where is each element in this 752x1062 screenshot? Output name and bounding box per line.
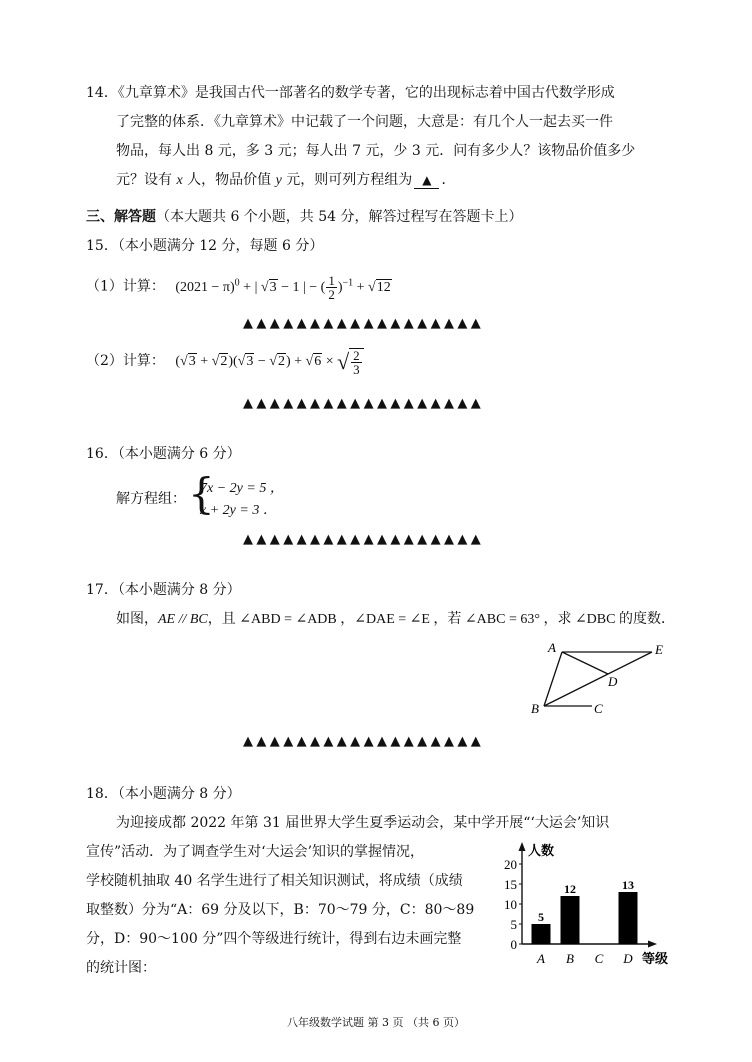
q18-line-2: 宣传”活动．为了调查学生对‘大运会’知识的掌握情况，	[86, 844, 425, 860]
q15-p1-expression: $(2021 - \pi)^0$ + | √3 − 1 | − ( $\frac{1}{2}$ )$^{-1}$ + √12	[175, 272, 391, 302]
q16-system	[116, 469, 336, 520]
bar-data-label: 12	[564, 882, 576, 896]
q15-header: 15．（本小题满分 12 分，每题 6 分）	[86, 238, 324, 254]
bar-a	[532, 924, 551, 944]
q18-bar-chart	[498, 838, 678, 970]
answer-area-triangles: ▲▲▲▲▲▲▲▲▲▲▲▲▲▲▲▲▲▲	[243, 734, 485, 749]
q18-line-4: 取整数）分为“A：69 分及以下，B：70～79 分，C：80～89	[86, 902, 475, 918]
q15-p2-label: （2）计算：	[86, 353, 165, 370]
bar-b	[561, 896, 580, 944]
expr-part: − 1 | − (	[277, 279, 326, 295]
y-tick-label: 0	[510, 937, 517, 952]
q15-part-2	[86, 348, 364, 376]
q14-line-2: 了完整的体系．《九章算术》中记载了一个问题，大意是：有几个人一起去买一件	[116, 114, 613, 130]
answer-blank	[414, 172, 439, 189]
expr-part: )(	[228, 354, 238, 370]
x-category-label: C	[594, 951, 604, 966]
expr-part: + |	[239, 279, 261, 295]
equation-system	[188, 469, 328, 520]
q18-line-3: 学校随机抽取 40 名学生进行了相关知识测试，将成绩（成绩	[86, 873, 463, 889]
label-c: C	[594, 701, 603, 716]
radicand: 3	[188, 354, 196, 370]
numerator: 2	[353, 348, 360, 363]
var-y: y	[275, 173, 282, 188]
numerator: 1	[328, 272, 335, 288]
q17-header: 17．（本小题满分 8 分）	[86, 582, 241, 598]
q14-line-4	[116, 170, 455, 191]
q15-p1-label: （1）计算：	[86, 278, 165, 295]
radicand: 12	[376, 279, 391, 295]
expr-part: +	[196, 354, 212, 370]
expr-part: (2021 − π)	[175, 279, 235, 295]
page-footer: 八年级数学试题 第 3 页 （共 6 页）	[287, 1016, 465, 1029]
q18-line-1: 为迎接成都 2022 年第 31 届世界大学生夏季运动会，某中学开展“‘大运会’知识	[116, 815, 610, 831]
label-d: D	[608, 674, 618, 689]
q17-geometry-figure	[524, 636, 674, 720]
q17-parallel: AE // BC	[158, 612, 208, 627]
segment-be	[544, 652, 652, 706]
answer-area-triangles: ▲▲▲▲▲▲▲▲▲▲▲▲▲▲▲▲▲▲	[243, 532, 485, 547]
segment-ad	[562, 652, 608, 674]
bar-d	[619, 892, 638, 944]
y-axis-label: 人数	[528, 843, 555, 858]
answer-area-triangles: ▲▲▲▲▲▲▲▲▲▲▲▲▲▲▲▲▲▲	[243, 396, 485, 411]
q18-line-5: 分，D：90～100 分”四个等级进行统计，得到右边未画完整	[86, 931, 462, 947]
q14-text: ．	[441, 172, 456, 188]
bar-data-label: 5	[538, 910, 544, 924]
x-axis-label: 等级	[642, 951, 669, 966]
fraction	[351, 349, 362, 376]
q14-text: 元？设有	[116, 172, 177, 188]
var-x: x	[176, 173, 183, 188]
q16-header: 16．（本小题满分 6 分）	[86, 446, 241, 462]
exponent: −1	[342, 277, 354, 288]
x-category-label: A	[537, 951, 545, 966]
y-tick-label: 5	[510, 917, 517, 932]
x-category-label: D	[623, 951, 633, 966]
brace-icon: {	[188, 469, 215, 518]
label-e: E	[655, 642, 663, 657]
y-tick-label: 15	[504, 877, 517, 892]
bar-data-label: 13	[622, 878, 634, 892]
q14-text: 元，则可列方程组为	[281, 172, 413, 188]
q17-text	[116, 609, 675, 630]
section3-note: （本大题共 6 个小题，共 54 分，解答过程写在答题卡上）	[156, 209, 523, 225]
q14-line-1: 14．《九章算术》是我国古代一部著名的数学专著，它的出现标志着中国古代数学形成	[86, 85, 615, 101]
label-b: B	[531, 701, 539, 716]
section3-header	[86, 207, 523, 227]
expr-part: )	[337, 279, 343, 295]
triangle-icon: ▲	[422, 173, 432, 187]
denominator: 2	[328, 286, 335, 302]
radicand: 2	[220, 354, 228, 370]
q17-text-part: ，且 ∠ABD = ∠ADB ，∠DAE = ∠E ，若 ∠ABC = 63° ，求 ∠DBC 的度数．	[207, 612, 675, 627]
expr-part: −	[254, 354, 270, 370]
section3-title: 三、解答题	[86, 209, 156, 225]
expr-part: +	[353, 279, 369, 295]
equation-1: 7x − 2y = 5 ，	[200, 481, 284, 496]
y-tick-label: 20	[504, 857, 517, 872]
q18-line-6: 的统计图：	[86, 960, 156, 976]
q15-p2-expression: (√3 + √2)(√3 − √2) + √6 × √ $\frac{2}{3}$	[175, 354, 363, 369]
exponent: 0	[234, 277, 240, 288]
fraction	[326, 274, 337, 301]
expr-part: ×	[322, 354, 338, 370]
q14-line-3: 物品，每人出 8 元，多 3 元；每人出 7 元，少 3 元．问有多少人？该物品价值多少	[116, 143, 636, 159]
x-category-label: B	[566, 951, 574, 966]
expr-part: ) +	[285, 354, 306, 370]
q18-header: 18．（本小题满分 8 分）	[86, 786, 241, 802]
q15-part-1	[86, 270, 392, 301]
radicand: 3	[269, 279, 277, 295]
radicand: 6	[314, 354, 322, 370]
expr-part: (	[175, 354, 181, 370]
q17-text-part: 如图，	[116, 611, 158, 627]
radicand: 3	[246, 354, 254, 370]
q14-text: 人，物品价值	[182, 172, 276, 188]
equation-2: x + 2y = 3 ．	[200, 503, 277, 518]
radicand: 2	[277, 354, 285, 370]
x-axis-arrow-icon	[648, 941, 657, 948]
answer-area-triangles: ▲▲▲▲▲▲▲▲▲▲▲▲▲▲▲▲▲▲	[243, 316, 485, 331]
q16-label: 解方程组：	[116, 491, 186, 507]
denominator: 3	[353, 362, 360, 377]
label-a: A	[548, 640, 556, 655]
y-axis-arrow-icon	[519, 842, 526, 851]
y-tick-label: 10	[504, 897, 517, 912]
